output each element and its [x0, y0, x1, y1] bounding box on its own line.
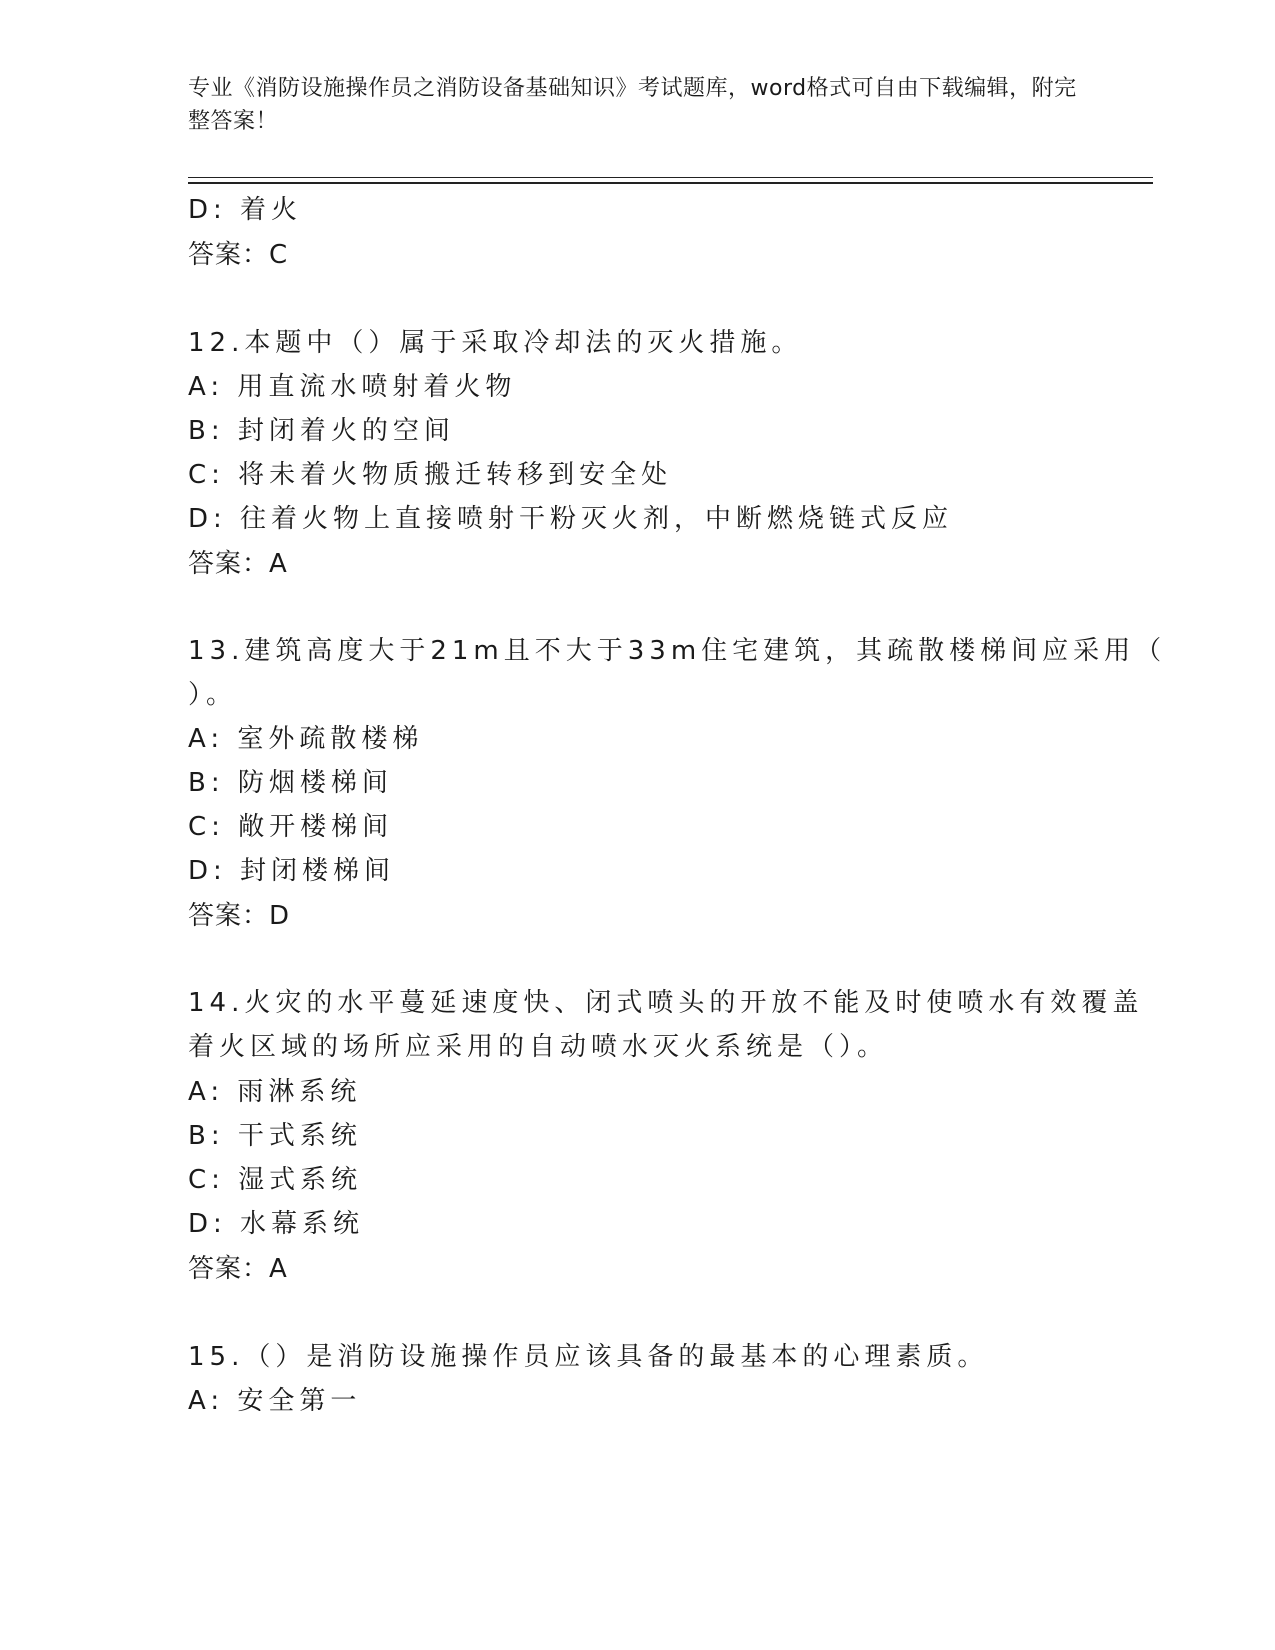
q12-answer: [188, 547, 288, 581]
q12-stem: 12.本题中（）属于采取冷却法的灭火措施。: [188, 328, 803, 358]
answer-value: C: [269, 240, 289, 270]
q12-option-a: A: 用直流水喷射着火物: [188, 372, 517, 402]
q13-option-b: B: 防烟楼梯间: [188, 768, 393, 798]
q14-option-b: B: 干式系统: [188, 1121, 362, 1151]
q14-stem-line2: 着火区域的场所应采用的自动喷水灭火系统是（）。: [188, 1032, 889, 1062]
answer-value: A: [269, 1254, 288, 1284]
answer-label: 答案：: [188, 549, 270, 579]
q15-option-a: A: 安全第一: [188, 1386, 362, 1416]
answer-label: 答案：: [188, 901, 270, 931]
q14-stem-line1: 14.火灾的水平蔓延速度快、闭式喷头的开放不能及时使喷水有效覆盖: [188, 988, 1144, 1018]
q12-option-d: D: 往着火物上直接喷射干粉灭火剂，中断燃烧链式反应: [188, 504, 954, 534]
answer-value: A: [269, 549, 288, 579]
q14-option-c: C: 湿式系统: [188, 1165, 363, 1195]
q13-stem-line1: 13.建筑高度大于21m且不大于33m住宅建筑，其疏散楼梯间应采用（: [188, 636, 1167, 666]
header-divider-thin: [188, 177, 1153, 178]
header-divider-thick: [188, 182, 1153, 184]
q13-answer: [188, 899, 290, 933]
q14-answer: [188, 1252, 288, 1286]
q14-option-a: A: 雨淋系统: [188, 1077, 362, 1107]
document-header: 专业《消防设施操作员之消防设备基础知识》考试题库，word格式可自由下载编辑，附完整答案！: [188, 76, 1077, 134]
q14-option-d: D: 水幕系统: [188, 1209, 365, 1239]
prev-answer: [188, 238, 288, 272]
answer-label: 答案：: [188, 1254, 270, 1284]
answer-label: 答案：: [188, 240, 270, 270]
answer-value: D: [269, 901, 291, 931]
q13-option-c: C: 敞开楼梯间: [188, 812, 394, 842]
prev-option-d: D: 着火: [188, 195, 303, 225]
q12-option-c: C: 将未着火物质搬迁转移到安全处: [188, 460, 673, 490]
q13-option-d: D: 封闭楼梯间: [188, 856, 396, 886]
q12-option-b: B: 封闭着火的空间: [188, 416, 455, 446]
q15-stem: 15.（）是消防设施操作员应该具备的最基本的心理素质。: [188, 1342, 989, 1372]
q13-stem-line2: ）。: [188, 680, 238, 710]
q13-option-a: A: 室外疏散楼梯: [188, 724, 424, 754]
